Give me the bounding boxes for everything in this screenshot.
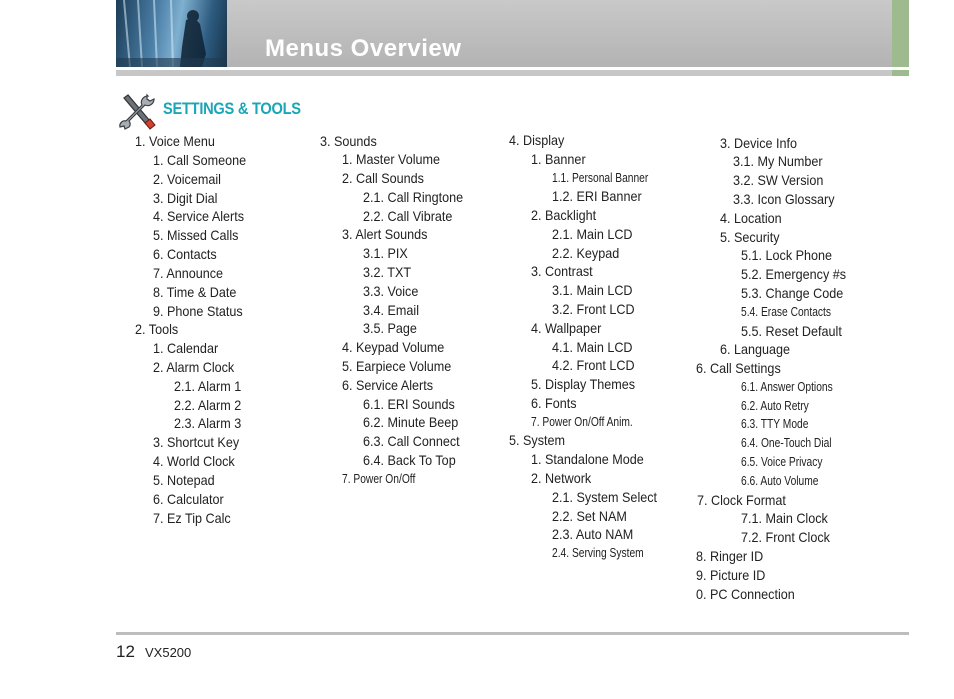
menu-item: 9. Picture ID (696, 567, 766, 583)
menu-item: 2.1. Alarm 1 (174, 378, 242, 394)
menu-item: 6.3. TTY Mode (741, 417, 809, 431)
header-divider-accent (892, 70, 909, 76)
menu-item: 5.5. Reset Default (741, 323, 842, 339)
menu-item: 4. Location (720, 210, 782, 226)
menu-item: 1. Standalone Mode (531, 451, 644, 467)
wrench-screwdriver-icon (118, 92, 158, 130)
menu-item: 5. System (509, 432, 566, 448)
menu-item: 3.2. Front LCD (552, 301, 635, 317)
menu-item: 1. Banner (531, 151, 586, 167)
menu-item: 2.1. Call Ringtone (363, 189, 464, 205)
page-title: Menus Overview (265, 35, 462, 62)
menu-item: 3.2. TXT (363, 264, 412, 280)
menu-item: 6. Contacts (153, 246, 217, 262)
menu-item: 6.5. Voice Privacy (741, 455, 823, 469)
header-photo (116, 0, 227, 67)
menu-item: 5. Security (720, 229, 780, 245)
menu-item: 7. Announce (153, 265, 224, 281)
menu-item: 3.5. Page (363, 320, 417, 336)
menu-item: 5.3. Change Code (741, 285, 844, 301)
menu-item: 2.4. Serving System (552, 546, 644, 560)
header-divider (116, 70, 892, 76)
menu-item: 5.2. Emergency #s (741, 266, 847, 282)
menu-item: 2. Voicemail (153, 171, 221, 187)
menu-item: 6.4. One-Touch Dial (741, 436, 832, 450)
menu-item: 3. Sounds (320, 133, 377, 149)
section-title: SETTINGS & TOOLS (163, 99, 301, 118)
menu-item: 5. Earpiece Volume (342, 358, 452, 374)
menu-item: 5. Display Themes (531, 376, 636, 392)
menu-item: 2.3. Alarm 3 (174, 415, 242, 431)
menu-item: 6. Fonts (531, 395, 577, 411)
model-name: VX5200 (145, 645, 192, 660)
menu-item: 3. Digit Dial (153, 190, 218, 206)
menu-item: 4. Keypad Volume (342, 339, 445, 355)
menu-item: 3.1. PIX (363, 245, 408, 261)
menu-item: 6.4. Back To Top (363, 452, 456, 468)
menu-item: 6. Calculator (153, 491, 224, 507)
menu-item: 2. Network (531, 470, 592, 486)
menu-item: 1.2. ERI Banner (552, 188, 642, 204)
menu-item: 6.6. Auto Volume (741, 474, 819, 488)
menu-item: 7. Ez Tip Calc (153, 510, 231, 526)
menu-item: 0. PC Connection (696, 586, 795, 602)
menu-item: 6. Service Alerts (342, 377, 434, 393)
menu-item: 1. Call Someone (153, 152, 247, 168)
menu-item: 2. Tools (135, 321, 179, 337)
menu-item: 8. Time & Date (153, 284, 237, 300)
menu-item: 6.1. ERI Sounds (363, 396, 455, 412)
menu-item: 7.1. Main Clock (741, 510, 828, 526)
menu-item: 7. Power On/Off Anim. (531, 415, 633, 429)
menu-item: 2.2. Keypad (552, 245, 620, 261)
header-accent-tab (892, 0, 909, 67)
menu-item: 1.1. Personal Banner (552, 171, 649, 185)
menu-item: 6.3. Call Connect (363, 433, 460, 449)
menu-item: 4. World Clock (153, 453, 235, 469)
header-banner (116, 0, 892, 67)
menu-item: 5. Notepad (153, 472, 215, 488)
menu-item: 4. Service Alerts (153, 208, 245, 224)
menu-item: 2.3. Auto NAM (552, 526, 634, 542)
menu-item: 7. Clock Format (697, 492, 786, 508)
menu-item: 3.1. My Number (733, 153, 823, 169)
page-number: 12 (116, 642, 135, 661)
menu-item: 2.2. Call Vibrate (363, 208, 453, 224)
menu-item: 7. Power On/Off (342, 472, 416, 486)
menu-item: 2. Call Sounds (342, 170, 424, 186)
menu-item: 6.2. Auto Retry (741, 399, 809, 413)
menu-item: 3.2. SW Version (733, 172, 824, 188)
menu-item: 6. Language (720, 341, 791, 357)
menu-item: 6.2. Minute Beep (363, 414, 459, 430)
menu-item: 2.1. Main LCD (552, 226, 633, 242)
menu-item: 6. Call Settings (696, 360, 781, 376)
menu-item: 7.2. Front Clock (741, 529, 830, 545)
menu-item: 2.1. System Select (552, 489, 658, 505)
menu-item: 3. Alert Sounds (342, 226, 428, 242)
menu-item: 4.1. Main LCD (552, 339, 633, 355)
menu-item: 3.3. Voice (363, 283, 419, 299)
menu-item: 5.1. Lock Phone (741, 247, 833, 263)
menu-item: 3.3. Icon Glossary (733, 191, 835, 207)
menu-item: 4.2. Front LCD (552, 357, 635, 373)
menu-item: 3. Contrast (531, 263, 593, 279)
menu-item: 2. Alarm Clock (153, 359, 235, 375)
menu-item: 2.2. Alarm 2 (174, 397, 242, 413)
menu-item: 3.1. Main LCD (552, 282, 633, 298)
menu-item: 4. Display (509, 132, 565, 148)
footer-divider (116, 632, 909, 635)
menu-item: 3.4. Email (363, 302, 420, 318)
menu-item: 6.1. Answer Options (741, 380, 833, 394)
menu-item: 3. Shortcut Key (153, 434, 240, 450)
menu-item: 2.2. Set NAM (552, 508, 627, 524)
menu-item: 5.4. Erase Contacts (741, 305, 832, 319)
menu-item: 9. Phone Status (153, 303, 243, 319)
menu-item: 1. Master Volume (342, 151, 441, 167)
menu-item: 5. Missed Calls (153, 227, 239, 243)
menu-item: 1. Voice Menu (135, 133, 215, 149)
menu-item: 8. Ringer ID (696, 548, 764, 564)
menu-item: 4. Wallpaper (531, 320, 602, 336)
menu-item: 1. Calendar (153, 340, 219, 356)
menu-item: 3. Device Info (720, 135, 798, 151)
menu-item: 2. Backlight (531, 207, 597, 223)
